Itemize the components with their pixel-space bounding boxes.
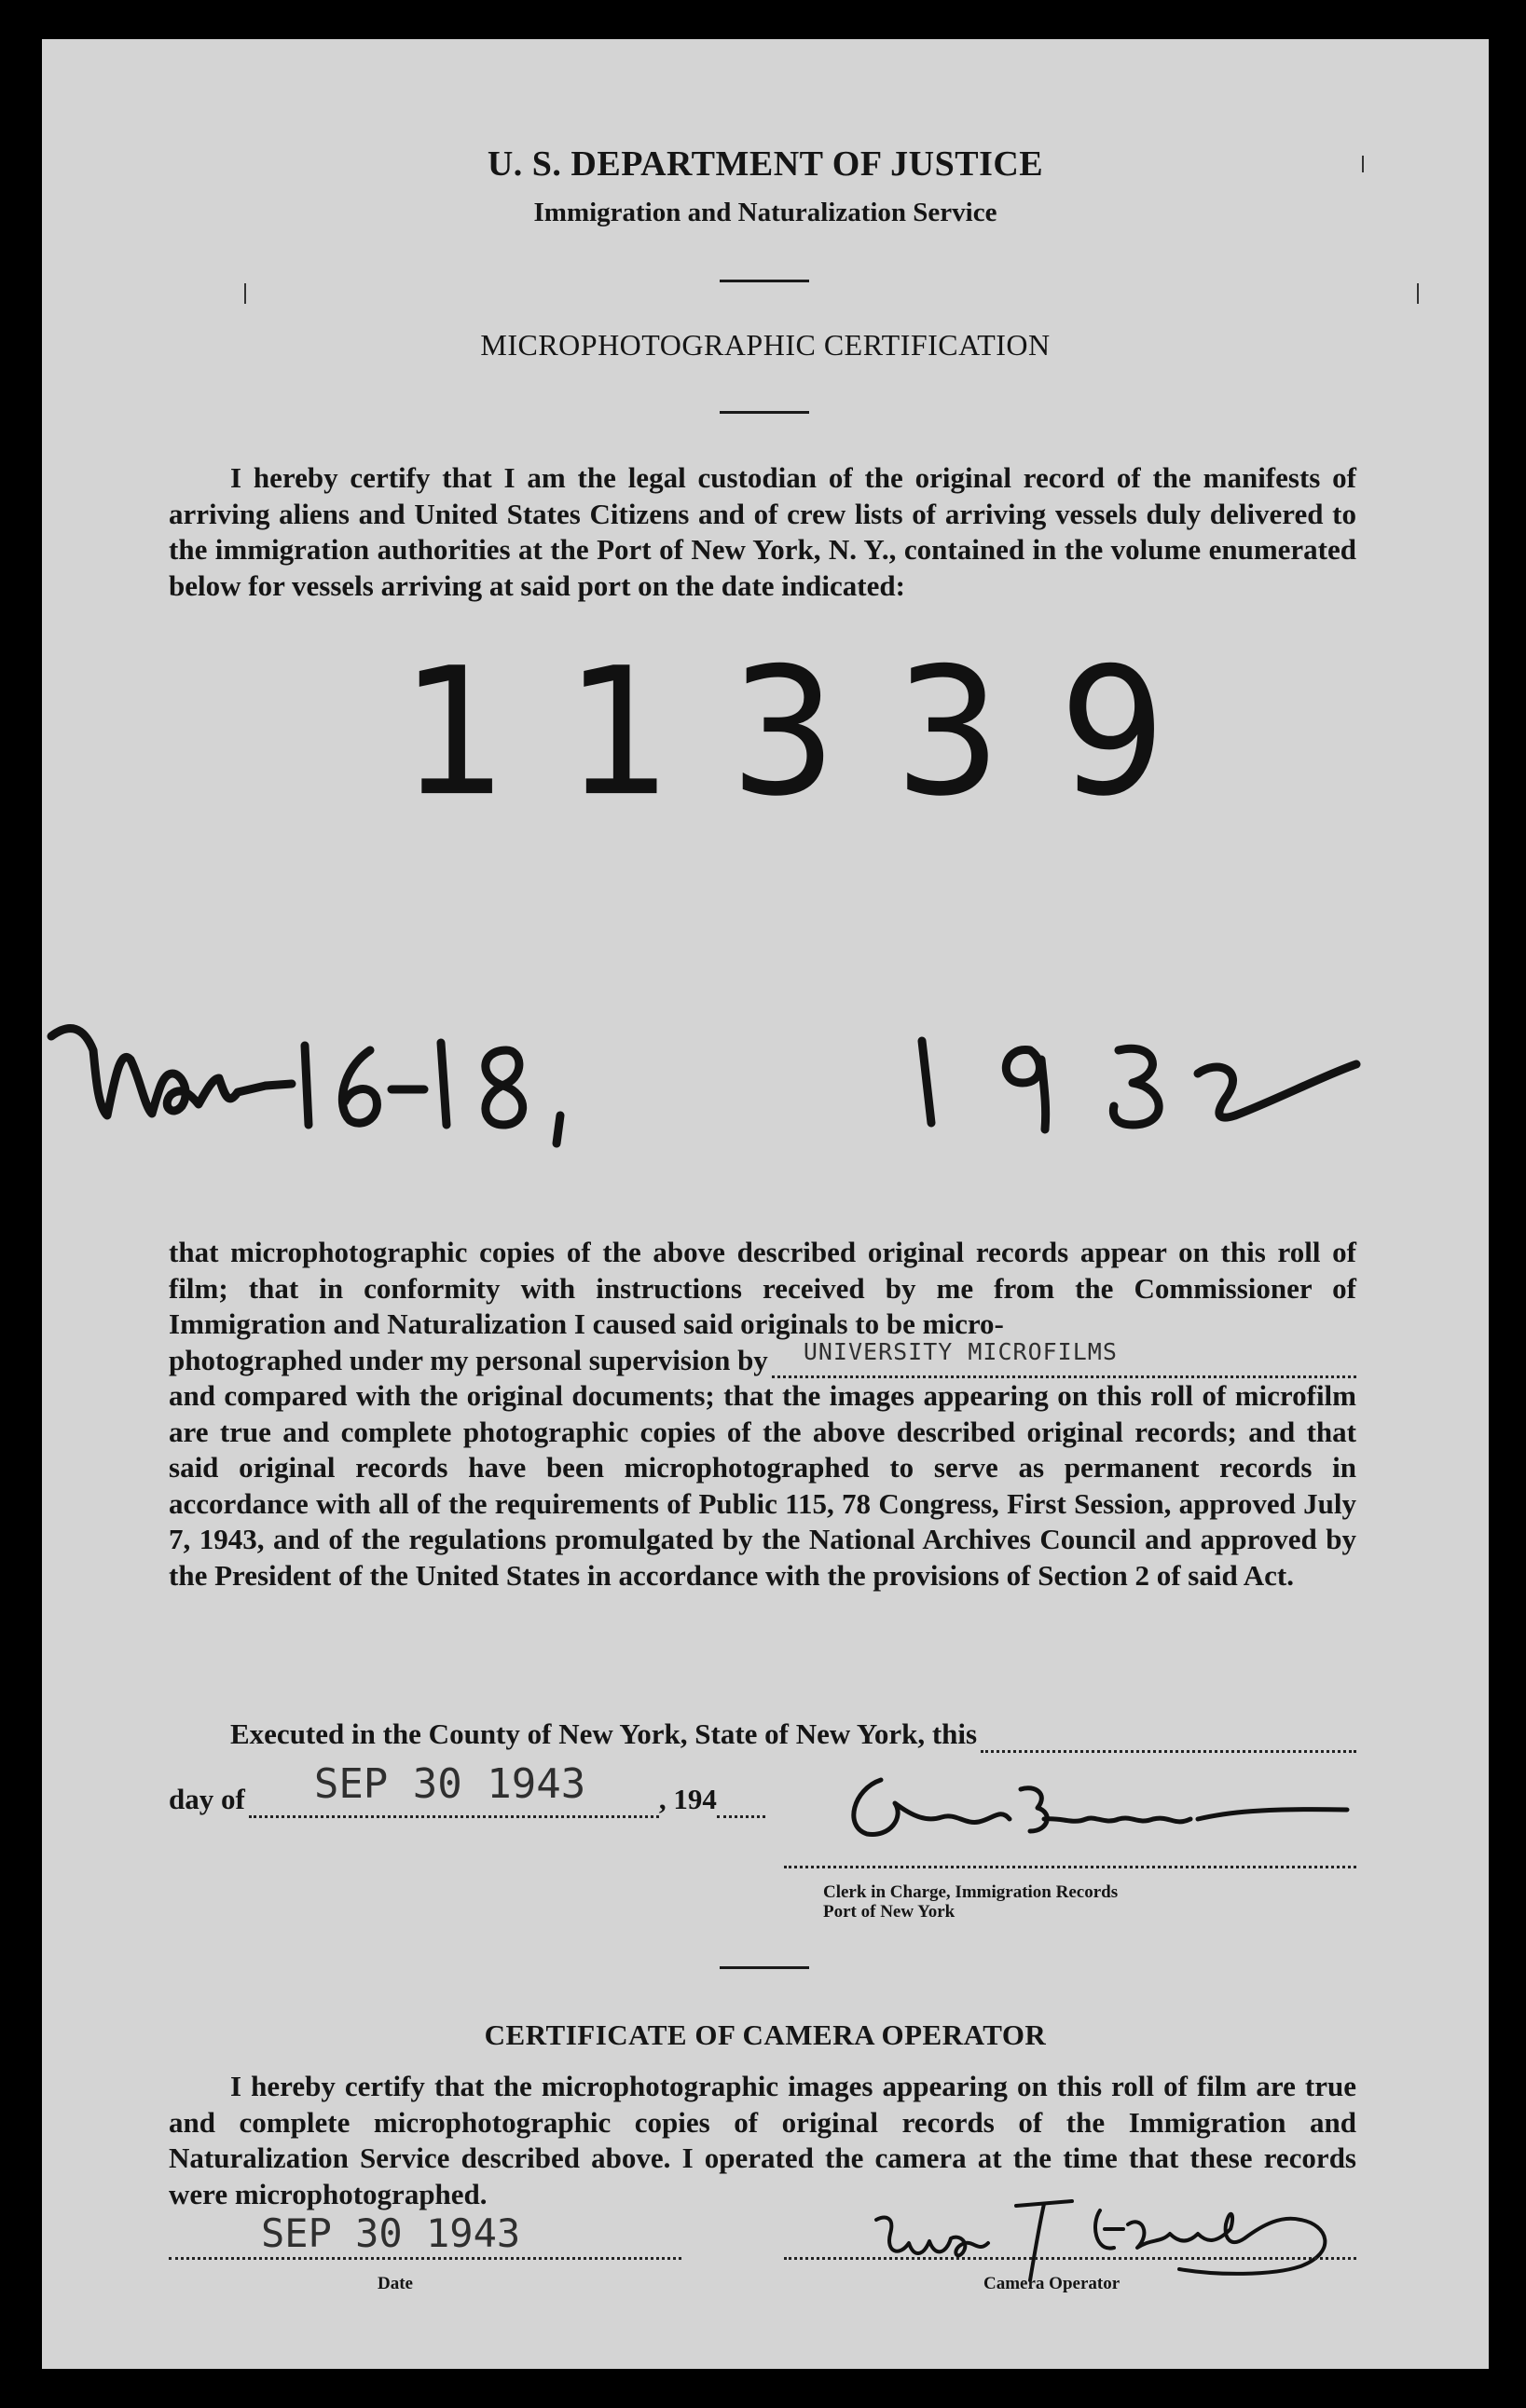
clerk-signature-line bbox=[784, 1866, 1356, 1868]
divider bbox=[720, 411, 809, 414]
certification-intro bbox=[169, 460, 1356, 604]
day-stamp: SEP 30 1943 bbox=[313, 1759, 586, 1808]
date-range-handwritten bbox=[42, 985, 1384, 1162]
operator-label: Camera Operator bbox=[983, 2274, 1120, 2293]
camera-operator-text: I hereby certify that the microphotographic images appearing on this roll of film are true and complete microphotographic copies of original records of the Immigration and Naturalization Service described above. I operated the camera at the time that these records were microphotographed. bbox=[169, 2070, 1356, 2210]
operator-signature bbox=[862, 2169, 1384, 2299]
divider bbox=[720, 1966, 809, 1969]
supervisor-field bbox=[772, 1338, 1356, 1378]
operator-signature-line bbox=[784, 2257, 1356, 2260]
scan-mark bbox=[244, 283, 246, 304]
day-of-label: day of bbox=[169, 1783, 245, 1815]
supervision-line bbox=[169, 1338, 1356, 1379]
year-field bbox=[717, 1791, 765, 1818]
certificate-page bbox=[42, 39, 1489, 2369]
clerk-title-1: Clerk in Charge, Immigration Records bbox=[823, 1882, 1119, 1902]
clerk-title-2: Port of New York bbox=[823, 1902, 955, 1922]
day-of-line bbox=[169, 1759, 877, 1818]
camera-operator-title: CERTIFICATE OF CAMERA OPERATOR bbox=[484, 2018, 1047, 2051]
service-subheading: Immigration and Naturalization Service bbox=[533, 198, 997, 227]
scan-mark bbox=[1417, 283, 1419, 304]
divider bbox=[720, 280, 809, 282]
date-label: Date bbox=[378, 2274, 413, 2293]
executed-line bbox=[169, 1717, 1356, 1753]
certification-body bbox=[169, 1235, 1356, 1594]
year-prefix: , 194 bbox=[658, 1783, 717, 1815]
department-heading: U. S. DEPARTMENT OF JUSTICE bbox=[487, 144, 1044, 184]
certification-title: MICROPHOTOGRAPHIC CERTIFICATION bbox=[480, 328, 1051, 362]
date-line bbox=[169, 2257, 681, 2260]
executed-day-field bbox=[981, 1726, 1356, 1753]
executed-text: Executed in the County of New York, State of New York, this bbox=[230, 1717, 978, 1750]
date-stamp: SEP 30 1943 bbox=[261, 2210, 521, 2256]
volume-number-handwritten: 11339 bbox=[401, 630, 1224, 836]
body-text-1: that microphotographic copies of the above described original records appear on this roll of film; that in conformity with instructions received by me from the Commissioner of Immigration and Naturalization I caused said originals to be micro- bbox=[169, 1236, 1356, 1340]
intro-text: I hereby certify that I am the legal custodian of the original record of the manifests of arriving aliens and United States Citizens and of crew lists of arriving vessels duly delivered to the immigration authorities at the Port of New York, N. Y., contained in the volume enumerated below for vessels arriving at said port on the date indicated: bbox=[169, 461, 1356, 602]
body-text-2: and compared with the original documents; that the images appearing on this roll of microfilm are true and complete photographic copies of the above described original records; and that said original records have been microphotographed to serve as permanent records in accordance with all of the requirements of Public 115, 78 Congress, First Session, approved July 7, 1943, and of the regulations promulgated by the National Archives Council and approved by the President of the United States in accordance with the provisions of Section 2 of said Act. bbox=[169, 1379, 1356, 1592]
supervisor-stamp: UNIVERSITY MICROFILMS bbox=[803, 1338, 1118, 1365]
clerk-signature bbox=[825, 1752, 1384, 1854]
supervision-prefix: photographed under my personal supervision by bbox=[169, 1343, 768, 1376]
day-of-field bbox=[249, 1759, 659, 1818]
